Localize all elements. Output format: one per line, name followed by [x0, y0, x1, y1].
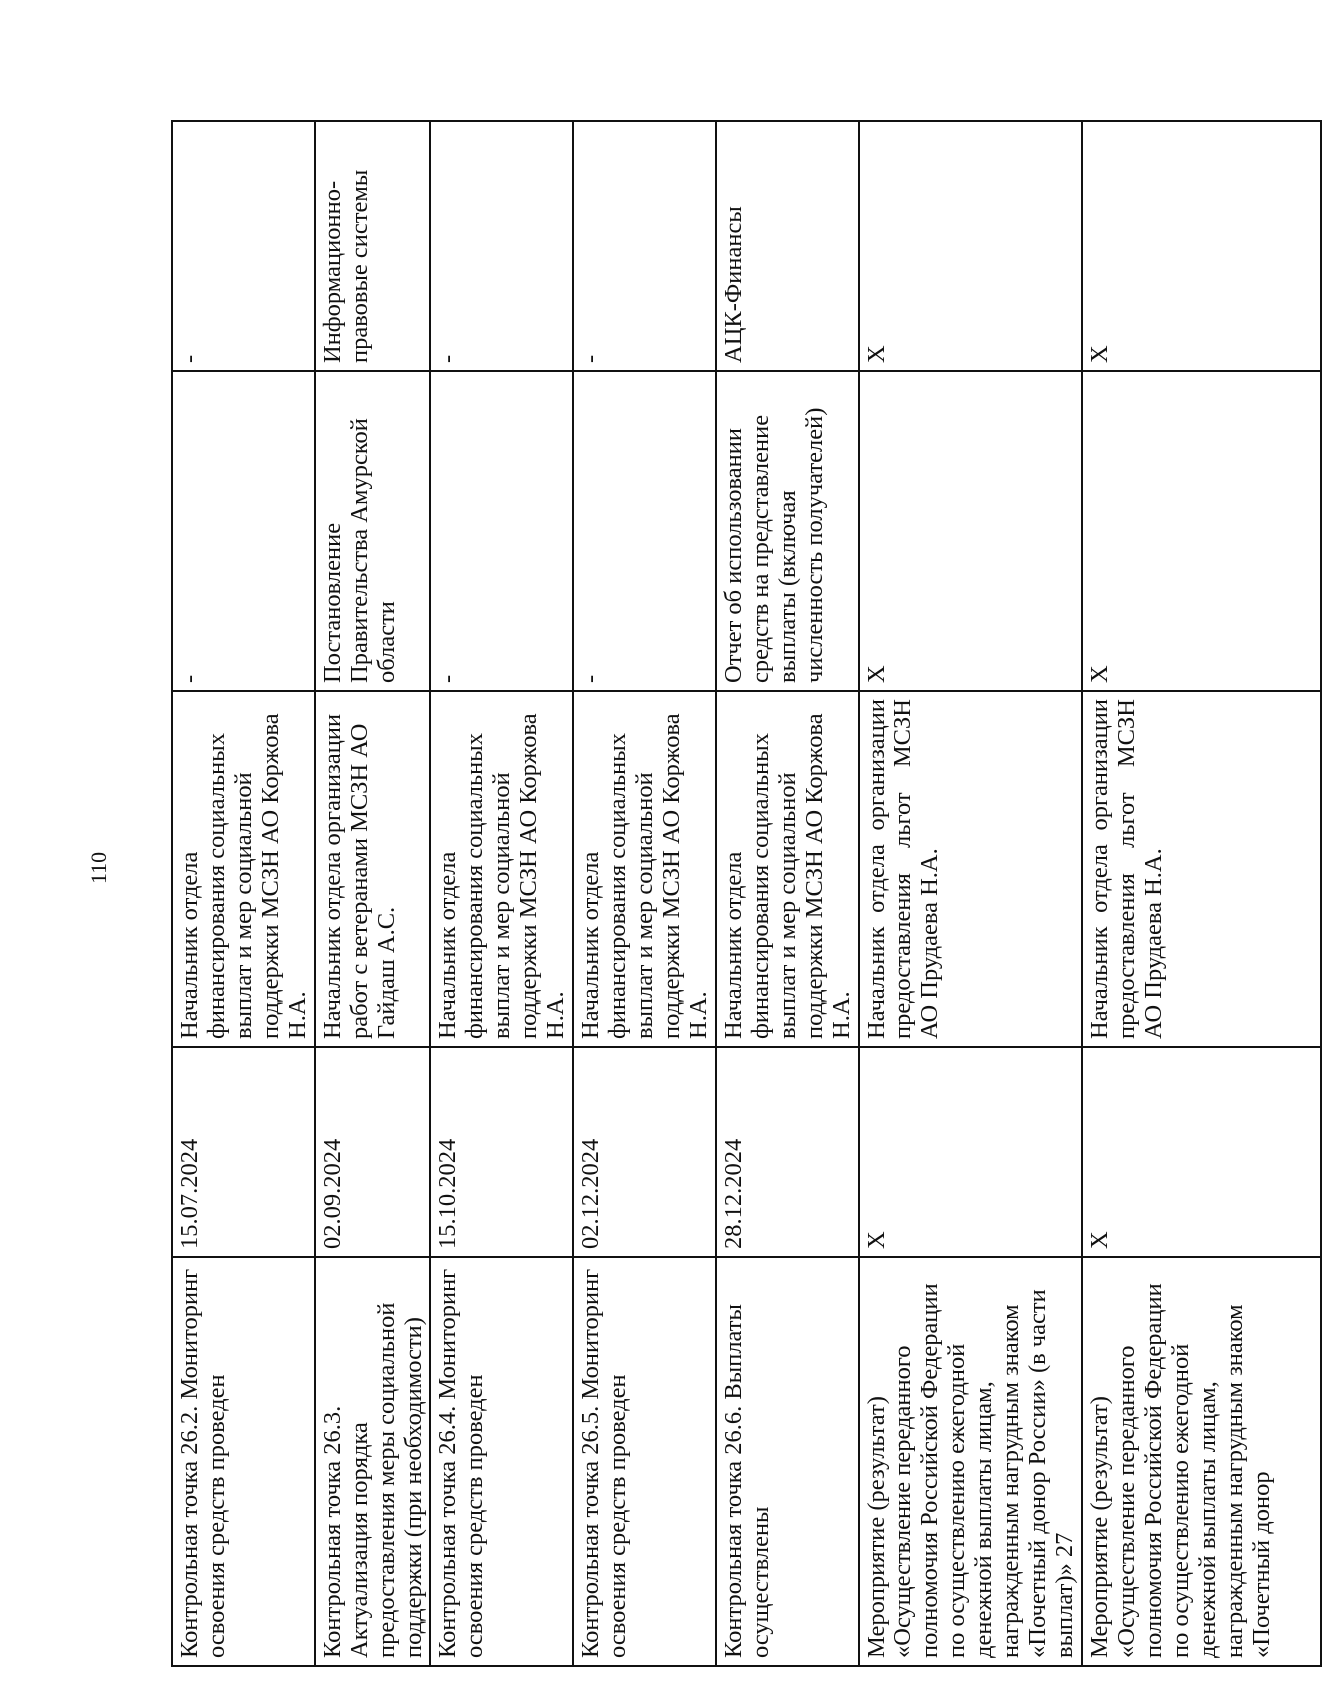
table-row: [716, 121, 859, 1666]
table-cell-document: Х: [1082, 371, 1321, 691]
table-cell-date: 28.12.2024: [716, 1047, 859, 1257]
table-cell-responsible: Начальник отдела финансирования социальных выплат и мер социальной поддержки МСЗН АО Коржова Н.А.: [573, 691, 716, 1047]
table-cell-event: Контрольная точка 26.5. Мониторинг освоения средств проведен: [573, 1257, 716, 1666]
table-cell-event: Контрольная точка 26.2. Мониторинг освоения средств проведен: [172, 1257, 315, 1666]
table-cell-document: -: [430, 371, 573, 691]
table-cell-date: 15.10.2024: [430, 1047, 573, 1257]
table-row: [315, 121, 431, 1666]
table-cell-date: 15.07.2024: [172, 1047, 315, 1257]
table-cell-responsible: Начальник отдела финансирования социальных выплат и мер социальной поддержки МСЗН АО Коржова Н.А.: [716, 691, 859, 1047]
table-cell-system: -: [430, 121, 573, 371]
table-cell-event: Контрольная точка 26.3. Актуализация порядка предоставления меры социальной поддержки (при необходимости): [315, 1257, 431, 1666]
table-row: [573, 121, 716, 1666]
table-cell-responsible: Начальник отдела организации предоставления льгот МСЗН АО Прудаева Н.А.: [859, 691, 1083, 1047]
table-cell-date: Х: [1082, 1047, 1321, 1257]
table-cell-event: Мероприятие (результат) «Осуществление переданного полномочия Российской Федерации по осуществлению ежегодной денежной выплаты лицам, награжденным нагрудным знаком «Почетный донор: [1082, 1257, 1321, 1666]
table-cell-responsible: Начальник отдела организации предоставления льгот МСЗН АО Прудаева Н.А.: [1082, 691, 1321, 1047]
table-cell-date: 02.12.2024: [573, 1047, 716, 1257]
table-cell-document: -: [573, 371, 716, 691]
table-row: [172, 121, 315, 1666]
table-cell-system: АЦК-Финансы: [716, 121, 859, 371]
table-cell-system: -: [573, 121, 716, 371]
table-cell-event: Контрольная точка 26.4. Мониторинг освоения средств проведен: [430, 1257, 573, 1666]
table-cell-document: Х: [859, 371, 1083, 691]
table-cell-date: 02.09.2024: [315, 1047, 431, 1257]
table-cell-system: Информационно-правовые системы: [315, 121, 431, 371]
table-row: [859, 121, 1083, 1666]
table-cell-document: Постановление Правительства Амурской области: [315, 371, 431, 691]
rotated-table-wrapper: [171, 122, 1275, 1667]
table-cell-date: Х: [859, 1047, 1083, 1257]
control-points-table: [171, 120, 1322, 1667]
table-cell-system: -: [172, 121, 315, 371]
table-row: [1082, 121, 1321, 1666]
table-cell-event: Контрольная точка 26.6. Выплаты осуществлены: [716, 1257, 859, 1666]
table-cell-responsible: Начальник отдела организации работ с ветеранами МСЗН АО Гайдаш А.С.: [315, 691, 431, 1047]
page-number: 110: [86, 851, 111, 884]
table-cell-system: Х: [859, 121, 1083, 371]
table-cell-document: Отчет об использовании средств на представление выплаты (включая численность получателей): [716, 371, 859, 691]
table-row: [430, 121, 573, 1666]
table-cell-event: Мероприятие (результат) «Осуществление переданного полномочия Российской Федерации по осуществлению ежегодной денежной выплаты лицам, награжденным нагрудным знаком «Почетный донор России» (в части выплат)» 27: [859, 1257, 1083, 1666]
table-cell-system: Х: [1082, 121, 1321, 371]
table-cell-responsible: Начальник отдела финансирования социальных выплат и мер социальной поддержки МСЗН АО Коржова Н.А.: [430, 691, 573, 1047]
table-cell-responsible: Начальник отдела финансирования социальных выплат и мер социальной поддержки МСЗН АО Коржова Н.А.: [172, 691, 315, 1047]
table-cell-document: -: [172, 371, 315, 691]
